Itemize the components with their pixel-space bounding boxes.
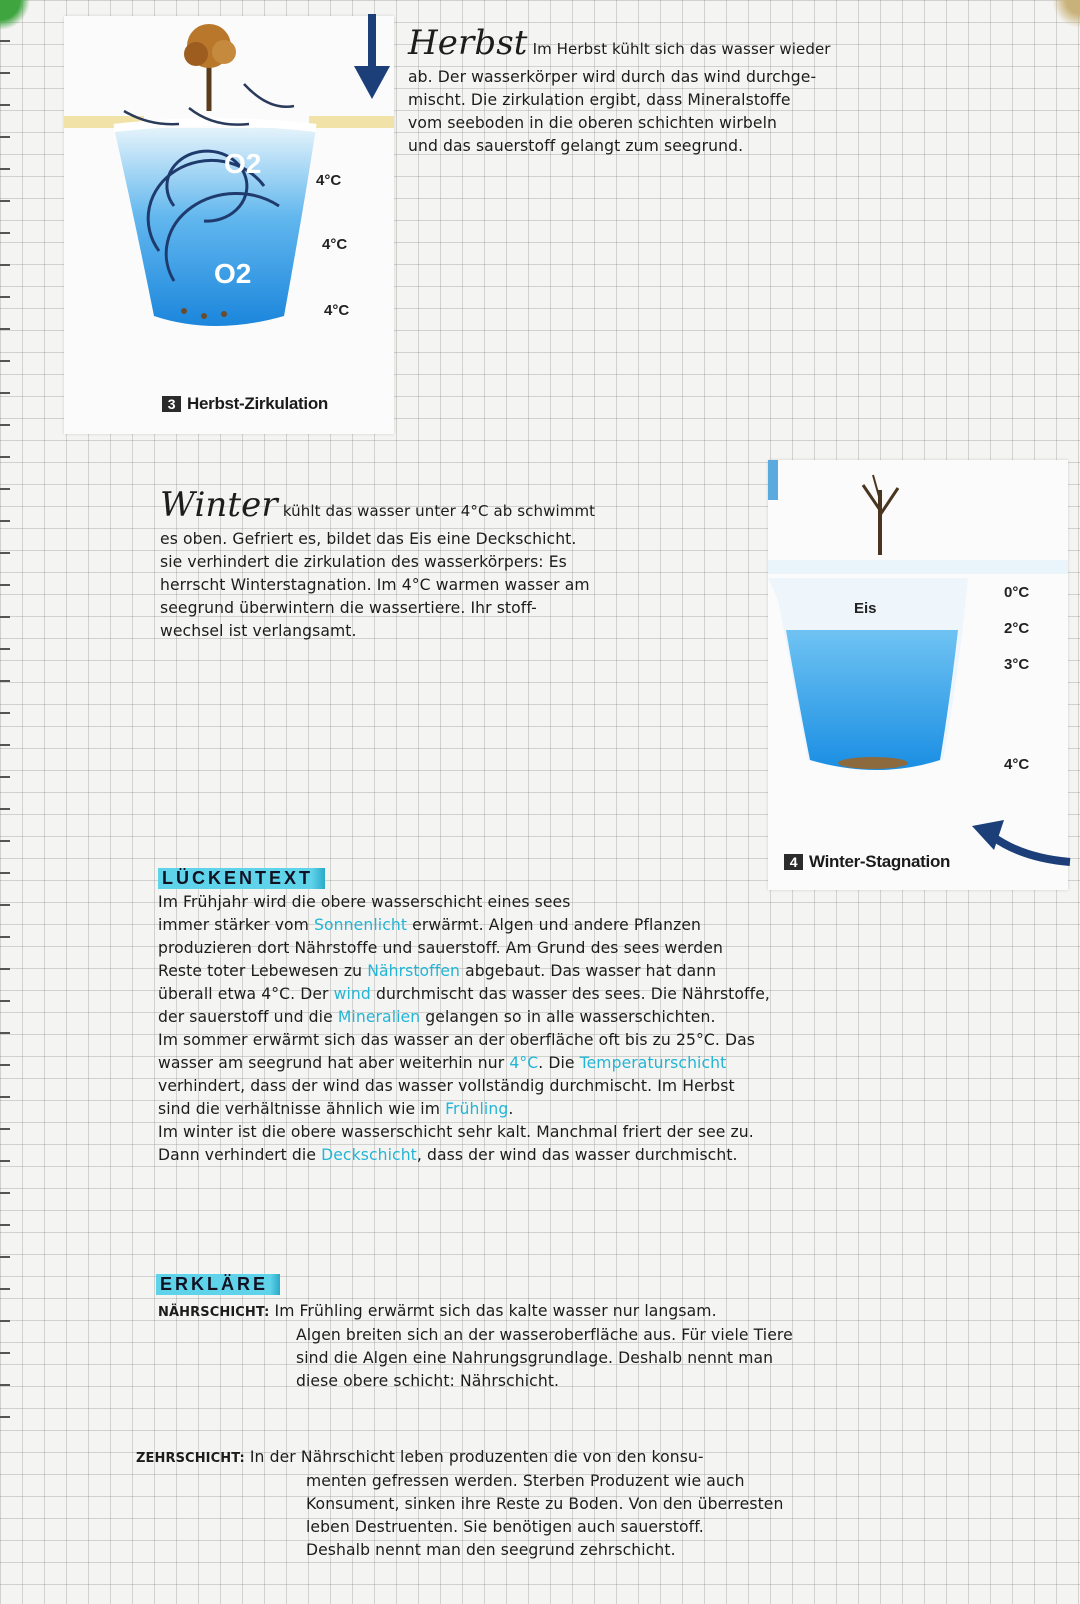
o2-label-top: O2 (224, 148, 262, 179)
lueckentext-segment: Reste toter Lebewesen zu (158, 962, 368, 980)
lueckentext-block (158, 868, 770, 1167)
herbst-lake-illustration (64, 16, 394, 376)
herbst-temp-3: 4°C (324, 302, 350, 319)
herbst-line-3: mischt. Die zirkulation ergibt, dass Mineralstoffe (408, 91, 791, 109)
lueckentext-segment: produzieren dort Nährstoffe und sauerstoff. Am Grund des sees werden (158, 939, 723, 957)
winter-temp-2: 2°C (1004, 620, 1030, 637)
page-corner-decoration-right (1040, 0, 1080, 30)
filled-gap-word: Nährstoffen (367, 962, 461, 980)
lueckentext-segment: wasser am seegrund hat aber weiterhin nur (158, 1054, 510, 1072)
winter-line-2: es oben. Gefriert es, bildet das Eis eine Deckschicht. (160, 530, 577, 548)
naehrschicht-block (158, 1300, 793, 1393)
lueckentext-line (158, 1121, 770, 1144)
lueckentext-line (158, 914, 770, 937)
winter-temp-4: 4°C (1004, 756, 1030, 773)
herbst-caption-text: Herbst-Zirkulation (187, 394, 329, 413)
zehrschicht-label: ZEHRSCHICHT: (136, 1451, 245, 1466)
ice-label: Eis (854, 600, 877, 617)
lueckentext-segment: sind die verhältnisse ähnlich wie im (158, 1100, 446, 1118)
naehrschicht-line-3: sind die Algen eine Nahrungsgrundlage. Deshalb nennt man (296, 1349, 774, 1367)
winter-line-6: wechsel ist verlangsamt. (160, 622, 357, 640)
naehrschicht-line-1: Im Frühling erwärmt sich das kalte wasser nur langsam. (274, 1302, 717, 1320)
curved-arrow-icon (972, 818, 1072, 870)
naehrschicht-line-4: diese obere schicht: Nährschicht. (296, 1372, 560, 1390)
lueckentext-segment: Im sommer erwärmt sich das wasser an der oberfläche oft bis zu 25°C. Das (158, 1031, 755, 1049)
lueckentext-line (158, 1006, 770, 1029)
zehrschicht-block (136, 1446, 784, 1562)
filled-gap-word: Sonnenlicht (314, 916, 408, 934)
winter-temp-0: 0°C (1004, 584, 1030, 601)
lueckentext-line (158, 1075, 770, 1098)
filled-gap-word: Mineralien (337, 1008, 421, 1026)
lueckentext-segment: verhindert, dass der wind das wasser vollständig durchmischt. Im Herbst (158, 1077, 735, 1095)
lueckentext-line (158, 1029, 770, 1052)
herbst-temp-2: 4°C (322, 236, 348, 253)
zehrschicht-line-3: Konsument, sinken ihre Reste zu Boden. Von den überresten (306, 1495, 784, 1513)
lueckentext-heading: LÜCKENTEXT (158, 868, 325, 889)
winter-line-1: kühlt das wasser unter 4°C ab schwimmt (282, 502, 596, 520)
zehrschicht-line-4: leben Destruenten. Sie benötigen auch sauerstoff. (306, 1518, 704, 1536)
lueckentext-line (158, 1098, 770, 1121)
winter-caption-text: Winter-Stagnation (809, 852, 951, 871)
erklaere-heading: ERKLÄRE (156, 1274, 280, 1295)
filled-gap-word: 4°C (509, 1054, 539, 1072)
lueckentext-lines (158, 891, 770, 1167)
filled-gap-word: wind (333, 985, 371, 1003)
winter-temp-3: 3°C (1004, 656, 1030, 673)
zehrschicht-line-1: In der Nährschicht leben produzenten die von den konsu- (249, 1448, 704, 1466)
winter-line-4: herrscht Winterstagnation. Im 4°C warmen wasser am (160, 576, 590, 594)
lueckentext-segment: . (508, 1100, 514, 1118)
lueckentext-line (158, 937, 770, 960)
lueckentext-segment: durchmischt das wasser des sees. Die Nährstoffe, (370, 985, 770, 1003)
zehrschicht-line-2: menten gefressen werden. Sterben Produzent wie auch (306, 1472, 745, 1490)
zehrschicht-line-5: Deshalb nennt man den seegrund zehrschicht. (306, 1541, 676, 1559)
winter-line-3: sie verhindert die zirkulation des wasserkörpers: Es (160, 553, 567, 571)
herbst-line-4: vom seeboden in die oberen schichten wirbeln (408, 114, 778, 132)
down-arrow-icon (352, 14, 392, 104)
lueckentext-segment: Im winter ist die obere wasserschicht sehr kalt. Manchmal friert der see zu. (158, 1123, 754, 1141)
lueckentext-line (158, 960, 770, 983)
lueckentext-segment: Im Frühjahr wird die obere wasserschicht eines sees (158, 893, 571, 911)
lueckentext-segment: Dann verhindert die (158, 1146, 322, 1164)
naehrschicht-label: NÄHRSCHICHT: (158, 1305, 270, 1320)
page-corner-decoration (0, 0, 40, 30)
winter-text-block (160, 485, 596, 643)
herbst-text-block (408, 23, 831, 158)
winter-caption-number: 4 (784, 854, 803, 870)
herbst-line-1: Im Herbst kühlt sich das wasser wieder (532, 40, 831, 58)
margin-marks (0, 40, 14, 1540)
lueckentext-segment: . Die (538, 1054, 580, 1072)
naehrschicht-line-2: Algen breiten sich an der wasseroberfläche aus. Für viele Tiere (296, 1326, 793, 1344)
lueckentext-segment: erwärmt. Algen und andere Pflanzen (407, 916, 702, 934)
winter-caption (784, 852, 950, 872)
lueckentext-segment: überall etwa 4°C. Der (158, 985, 334, 1003)
filled-gap-word: Frühling (445, 1100, 509, 1118)
herbst-line-2: ab. Der wasserkörper wird durch das wind durchge- (408, 68, 817, 86)
o2-label-bottom: O2 (214, 258, 252, 289)
herbst-caption (162, 394, 328, 414)
lueckentext-segment: , dass der wind das wasser durchmischt. (416, 1146, 738, 1164)
herbst-caption-number: 3 (162, 396, 181, 412)
herbst-line-5: und das sauerstoff gelangt zum seegrund. (408, 137, 744, 155)
lueckentext-line (158, 1144, 770, 1167)
herbst-title: Herbst (408, 23, 528, 63)
lueckentext-line (158, 1052, 770, 1075)
herbst-temp-1: 4°C (316, 172, 342, 189)
herbst-figure (64, 16, 394, 434)
filled-gap-word: Temperaturschicht (579, 1054, 727, 1072)
lueckentext-segment: abgebaut. Das wasser hat dann (460, 962, 717, 980)
lueckentext-segment: gelangen so in alle wasserschichten. (420, 1008, 716, 1026)
lueckentext-segment: der sauerstoff und die (158, 1008, 338, 1026)
lueckentext-segment: immer stärker vom (158, 916, 315, 934)
filled-gap-word: Deckschicht (321, 1146, 417, 1164)
erklaere-block (156, 1274, 280, 1295)
lueckentext-line (158, 983, 770, 1006)
winter-line-5: seegrund überwintern die wassertiere. Ihr stoff- (160, 599, 537, 617)
lueckentext-line (158, 891, 770, 914)
winter-title: Winter (160, 485, 278, 525)
